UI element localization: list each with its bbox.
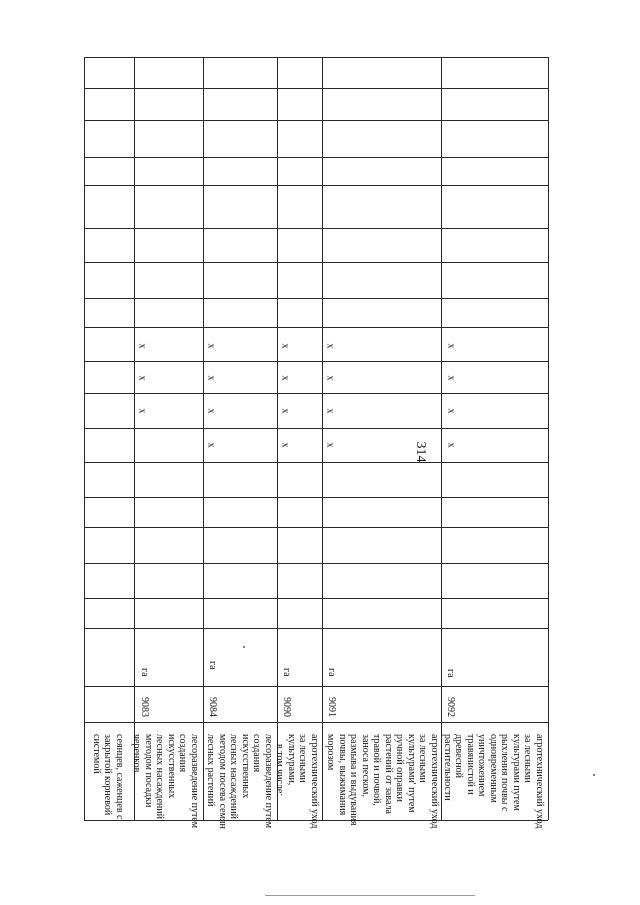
row-code: 9091 [326, 697, 337, 717]
row-code: 9083 [139, 697, 150, 717]
row-unit: га [326, 668, 337, 677]
cross-mark: x [205, 343, 217, 349]
scan-speck [243, 646, 245, 648]
table-rule [84, 185, 548, 186]
cross-mark: x [205, 375, 217, 381]
table-rule [277, 57, 278, 820]
table-rule [84, 598, 548, 599]
table-rule [84, 88, 548, 89]
table-rule [134, 57, 135, 820]
cross-mark: x [136, 375, 148, 381]
table-rule [84, 361, 548, 362]
cross-mark: x [445, 375, 457, 381]
cross-mark: x [205, 442, 217, 448]
row-name: лесоразведение путем создания искусственных лесных насаждений методом посадки черенков [131, 734, 200, 829]
table-rule [84, 327, 548, 328]
cross-mark: x [445, 343, 457, 349]
scan-speck [593, 774, 595, 776]
table-rule [84, 428, 548, 429]
table-rule [84, 628, 548, 629]
cross-mark: x [445, 408, 457, 414]
scan-edge [265, 895, 475, 896]
row-unit: га [207, 661, 218, 670]
cross-mark: x [445, 442, 457, 448]
table-rule [84, 563, 548, 564]
table-rule [84, 462, 548, 463]
table-rule [84, 228, 548, 229]
row-name: агротехнический уход за лесными культурами, в том числе: [274, 734, 320, 829]
table-rule [441, 57, 442, 820]
cross-mark: x [324, 375, 336, 381]
cross-mark: x [205, 408, 217, 414]
cross-mark: x [324, 343, 336, 349]
cross-mark: x [136, 408, 148, 414]
table-rule [84, 497, 548, 498]
table-rule [548, 57, 549, 820]
table-rule [84, 120, 548, 121]
cross-mark: x [279, 408, 291, 414]
row-name: сеянцев, саженцев с закрытой корневой системой [91, 734, 125, 820]
page-number: 314 [413, 441, 428, 463]
cross-mark: x [279, 343, 291, 349]
row-code: 9084 [207, 697, 218, 717]
row-code: 9092 [445, 697, 456, 717]
cross-mark: x [136, 343, 148, 349]
cross-mark: x [279, 375, 291, 381]
cross-mark: x [279, 442, 291, 448]
table-rule [84, 262, 548, 263]
row-name: лесоразведение путем создания искусственных лесных насаждений методом посева семян лесных растений [205, 734, 274, 829]
table-rule [84, 527, 548, 528]
row-unit: га [445, 669, 456, 678]
table-rule [84, 686, 548, 687]
table-rule [84, 298, 548, 299]
table-rule [84, 157, 548, 158]
row-unit: га [139, 668, 150, 677]
table-rule [203, 57, 204, 820]
table-rule [322, 57, 323, 820]
cross-mark: x [324, 408, 336, 414]
row-name: агротехнический уход за лесными культурами' путем ручной оправки растений от завала травой и почвой, заноса песком, размыва и выдувания почвы, выжимания морозом [325, 734, 440, 829]
row-unit: га [281, 668, 292, 677]
table-rule [84, 393, 548, 394]
table-rule [84, 57, 548, 58]
row-name: агротехнический уход за лесными культурами путем рыхления почвы с одновременным уничтожением травянистой и древесной растительности [442, 734, 545, 829]
cross-mark: x [324, 442, 336, 448]
table-rule [84, 722, 548, 723]
row-code: 9090 [281, 697, 292, 717]
table-rule [84, 57, 85, 820]
